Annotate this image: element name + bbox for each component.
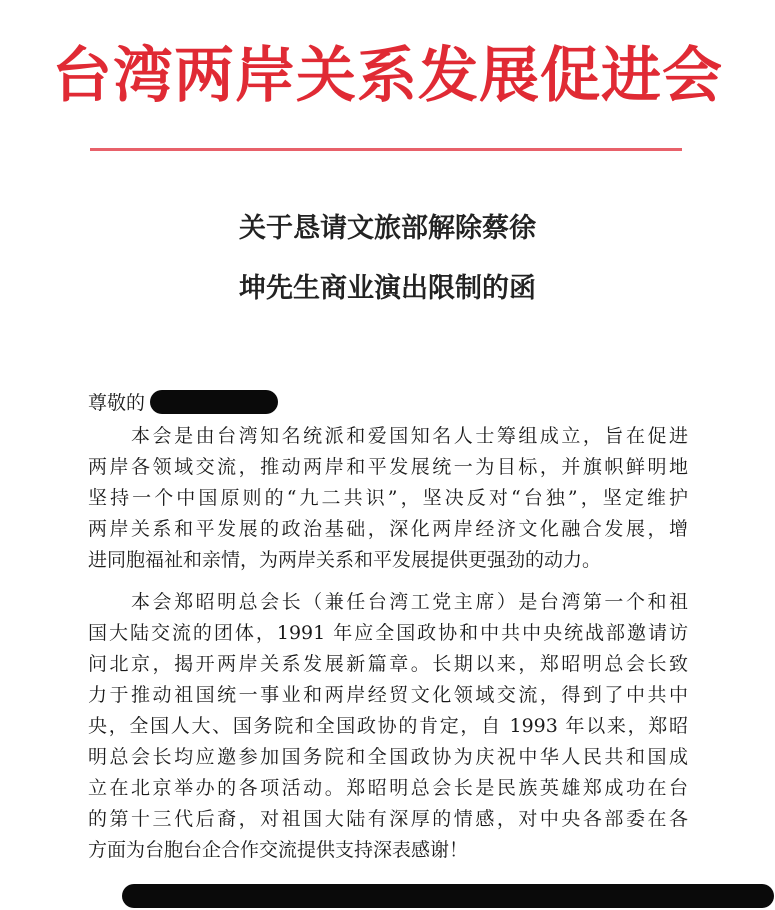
document-title-line-2: 坤先生商业演出限制的函 (239, 273, 536, 304)
body-line: 坚持一个中国原则的“九二共识”，坚决反对“台独”，坚定维护 (88, 487, 688, 509)
body-line: 立在北京举办的各项活动。郑昭明总会长是民族英雄郑成功在台 (88, 777, 688, 799)
body-line: 本会郑昭明总会长（兼任台湾工党主席）是台湾第一个和祖 (88, 591, 688, 613)
letterhead-divider (90, 148, 682, 151)
body-line: 国大陆交流的团体，1991 年应全国政协和中共中央统战部邀请访 (88, 622, 688, 644)
document-title-line-1: 关于恳请文旅部解除蔡徐 (239, 213, 536, 244)
body-line: 问北京，揭开两岸关系发展新篇章。长期以来，郑昭明总会长致 (88, 653, 688, 675)
body-line: 明总会长均应邀参加国务院和全国政协为庆祝中华人民共和国成 (88, 746, 688, 768)
body-line: 央，全国人大、国务院和全国政协的肯定，自 1993 年以来，郑昭 (88, 715, 688, 737)
body-line: 进同胞福祉和亲情，为两岸关系和平发展提供更强劲的动力。 (88, 549, 602, 571)
body-line: 方面为台胞台企合作交流提供支持深表感谢！ (88, 839, 469, 861)
body-line: 的第十三代后裔，对祖国大陆有深厚的情感，对中央各部委在各 (88, 808, 688, 830)
redaction-mark-bottom (122, 884, 774, 908)
body-line: 两岸关系和平发展的政治基础，深化两岸经济文化融合发展，增 (88, 518, 688, 540)
body-line: 两岸各领域交流，推动两岸和平发展统一为目标，并旗帜鲜明地 (88, 456, 688, 478)
body-line: 力于推动祖国统一事业和两岸经贸文化领域交流，得到了中共中 (88, 684, 688, 706)
redaction-mark-recipient (150, 390, 278, 414)
salutation: 尊敬的 (88, 392, 146, 414)
letterhead-org-name: 台湾两岸关系发展促进会 (52, 41, 723, 111)
body-line: 本会是由台湾知名统派和爱国知名人士筹组成立，旨在促进 (88, 425, 688, 447)
